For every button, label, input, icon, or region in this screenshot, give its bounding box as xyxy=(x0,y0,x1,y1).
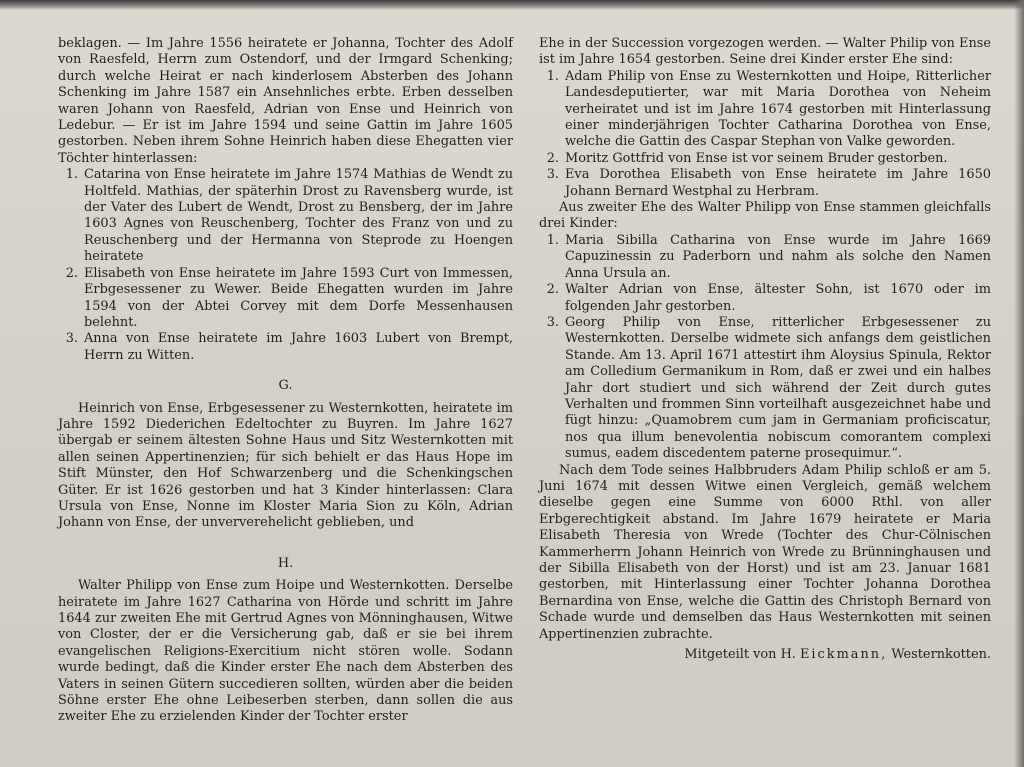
list-item: 2. Walter Adrian von Ense, ältester Sohn, ist 1670 oder im folgenden Jahr gestorben. xyxy=(546,282,991,314)
section-heading-g: G. xyxy=(278,378,293,394)
left-column xyxy=(58,36,513,767)
signature-line: Mitgeteilt von H. Eickmann, Westernkotten. xyxy=(684,647,991,663)
list-item: 2. Moritz Gottfrid von Ense ist vor seinem Bruder gestorben. xyxy=(546,150,948,166)
section-heading-h: H. xyxy=(277,555,294,571)
daughters-list xyxy=(58,167,513,364)
list-item: 2. Elisabeth von Ense heiratete im Jahre 1593 Curt von Immessen, Erbgesessener zu Wewer. Beide Ehegatten wurden im Jahre 1594 von der Abtei Corvey mit dem Dorfe Messenhausen belehnt. xyxy=(65,265,513,330)
list-item: 1. Maria Sibilla Catharina von Ense wurde im Jahre 1669 Capuzinessin zu Paderborn und nahm als solche den Namen Anna Ursula an. xyxy=(546,232,991,281)
continuation-paragraph: Ehe in der Succession vorgezogen werden. — Walter Philip von Ense ist im Jahre 1654 gestorben. Seine drei Kinder erster Ehe sind: xyxy=(539,36,991,68)
list-item: 3. Georg Philip von Ense, ritterlicher Erbgesessener zu Westernkotten. Derselbe widmete sich anfangs dem geistlichen Stande. Am 13. April 1671 attestirt ihm Aloysius Spinula, Rektor am Colledium Germanikum in Rom, daß er zwei und ein halbes Jahr dort studiert und sich während der Zeit durch gutes Verhalten und frommen Sinn vorteilhaft ausgezeichnet habe und fügt hinzu: „Quamobrem cum jam in Germaniam proficiscatur, nos qua illum benevolentia nobiscum comorantem complexi sumus, eadem discedentem paterne prosequimur.“. xyxy=(546,314,991,462)
second-marriage-intro: Aus zweiter Ehe des Walter Philipp von Ense stammen gleichfalls drei Kinder: xyxy=(539,200,991,232)
list-item: 1. Catarina von Ense heiratete im Jahre 1574 Mathias de Wendt zu Holtfeld. Mathias, der späterhin Drost zu Ravensberg wurde, ist der Vater des Lubert de Wendt, Drost zu Bensberg, der im Jahre 1603 Agnes von Reuschenberg, Tochter des Franz von und zu Reuschenberg und der Hermanna von Steprode zu Hoengen heiratete xyxy=(65,167,513,265)
list-item: 1. Adam Philip von Ense zu Westernkotten und Hoipe, Ritterlicher Landesdeputierter, war mit Maria Dorothea von Neheim verheiratet und ist im Jahre 1674 gestorben mit Hinterlassung einer minderjährigen Tochter Catharina Dorothea von Ense, welche die Gattin des Caspar Stephan von Valke geworden. xyxy=(546,68,991,150)
right-column xyxy=(539,36,991,767)
intro-paragraph: beklagen. — Im Jahre 1556 heiratete er Johanna, Tochter des Adolf von Raesfeld, Herrn zum Ostendorf, und der Irmgard Schenking; durch welche Heirat er nach kinderlosem Absterben des Johann Schenking im Jahre 1587 ein Ansehnliches erbte. Erben desselben waren Johann von Raesfeld, Adrian von Ense und Heinrich von Ledebur. — Er ist im Jahre 1594 und seine Gattin im Jahre 1605 gestorben. Neben ihrem Sohne Heinrich haben diese Ehegatten vier Töchter hinterlassen: xyxy=(58,36,513,166)
author-name: Eickmann, xyxy=(800,647,888,663)
first-marriage-children xyxy=(539,69,991,200)
list-item: 3. Eva Dorothea Elisabeth von Ense heiratete im Jahre 1650 Johann Bernard Westphal zu Herbram. xyxy=(546,167,991,199)
list-item: 3. Anna von Ense heiratete im Jahre 1603 Lubert von Brempt, Herrn zu Witten. xyxy=(65,331,513,363)
section-h-paragraph: Walter Philipp von Ense zum Hoipe und Westernkotten. Derselbe heiratete im Jahre 1627 Catharina von Hörde und schritt im Jahre 1644 zur zweiten Ehe mit Gertrud Agnes von Mönninghausen, Witwe von Closter, der er die Versicherung gab, daß er sie bei ihrem evangelischen Religions-Exercitium nicht stören wolle. Sodann wurde bedingt, daß die Kinder erster Ehe nach dem Absterben des Vaters in seinen Gütern succedieren sollten, würden aber die beiden Söhne erster Ehe ohne Leibeserben sterben, dann sollen die aus zweiter Ehe zu erzielenden Kinder der Tochter erster xyxy=(58,578,513,725)
final-paragraph: Nach dem Tode seines Halbbruders Adam Philip schloß er am 5. Juni 1674 mit dessen Witwe einen Vergleich, gemäß welchem dieselbe gegen eine Summe von 6000 Rthl. von aller Erbgerechtigkeit abstand. Im Jahre 1679 heiratete er Maria Elisabeth Theresia von Wrede (Tochter des Chur-Cölnischen Kammerherrn Johann Heinrich von Wrede zu Brünninghausen und der Sibilla Elisabeth von der Horst) und ist am 23. Januar 1681 gestorben, mit Hinterlassung einer Tochter Johanna Dorothea Bernardina von Ense, welche die Gattin des Christoph Bernard von Schade wurde und demselben das Haus Westernkotten mit seinen Appertinenzien zubrachte. xyxy=(539,462,991,642)
second-marriage-children xyxy=(539,233,991,463)
section-g-paragraph: Heinrich von Ense, Erbgesessener zu Westernkotten, heiratete im Jahre 1592 Diederichen Edeltochter zu Buyren. Im Jahre 1627 übergab er seinem ältesten Sohne Haus und Sitz Westernkotten mit allen seinen Appertinenzien; für sich behielt er das Haus Hope im Stift Münster, den Hof Schwarzenberg und die Schenkingschen Güter. Er ist 1626 gestorben und hat 3 Kinder hinterlassen: Clara Ursula von Ense, Nonne im Kloster Maria Sion zu Köln, Adrian Johann von Ense, der unververehelicht geblieben, und xyxy=(58,400,513,531)
two-column-layout xyxy=(58,36,996,767)
